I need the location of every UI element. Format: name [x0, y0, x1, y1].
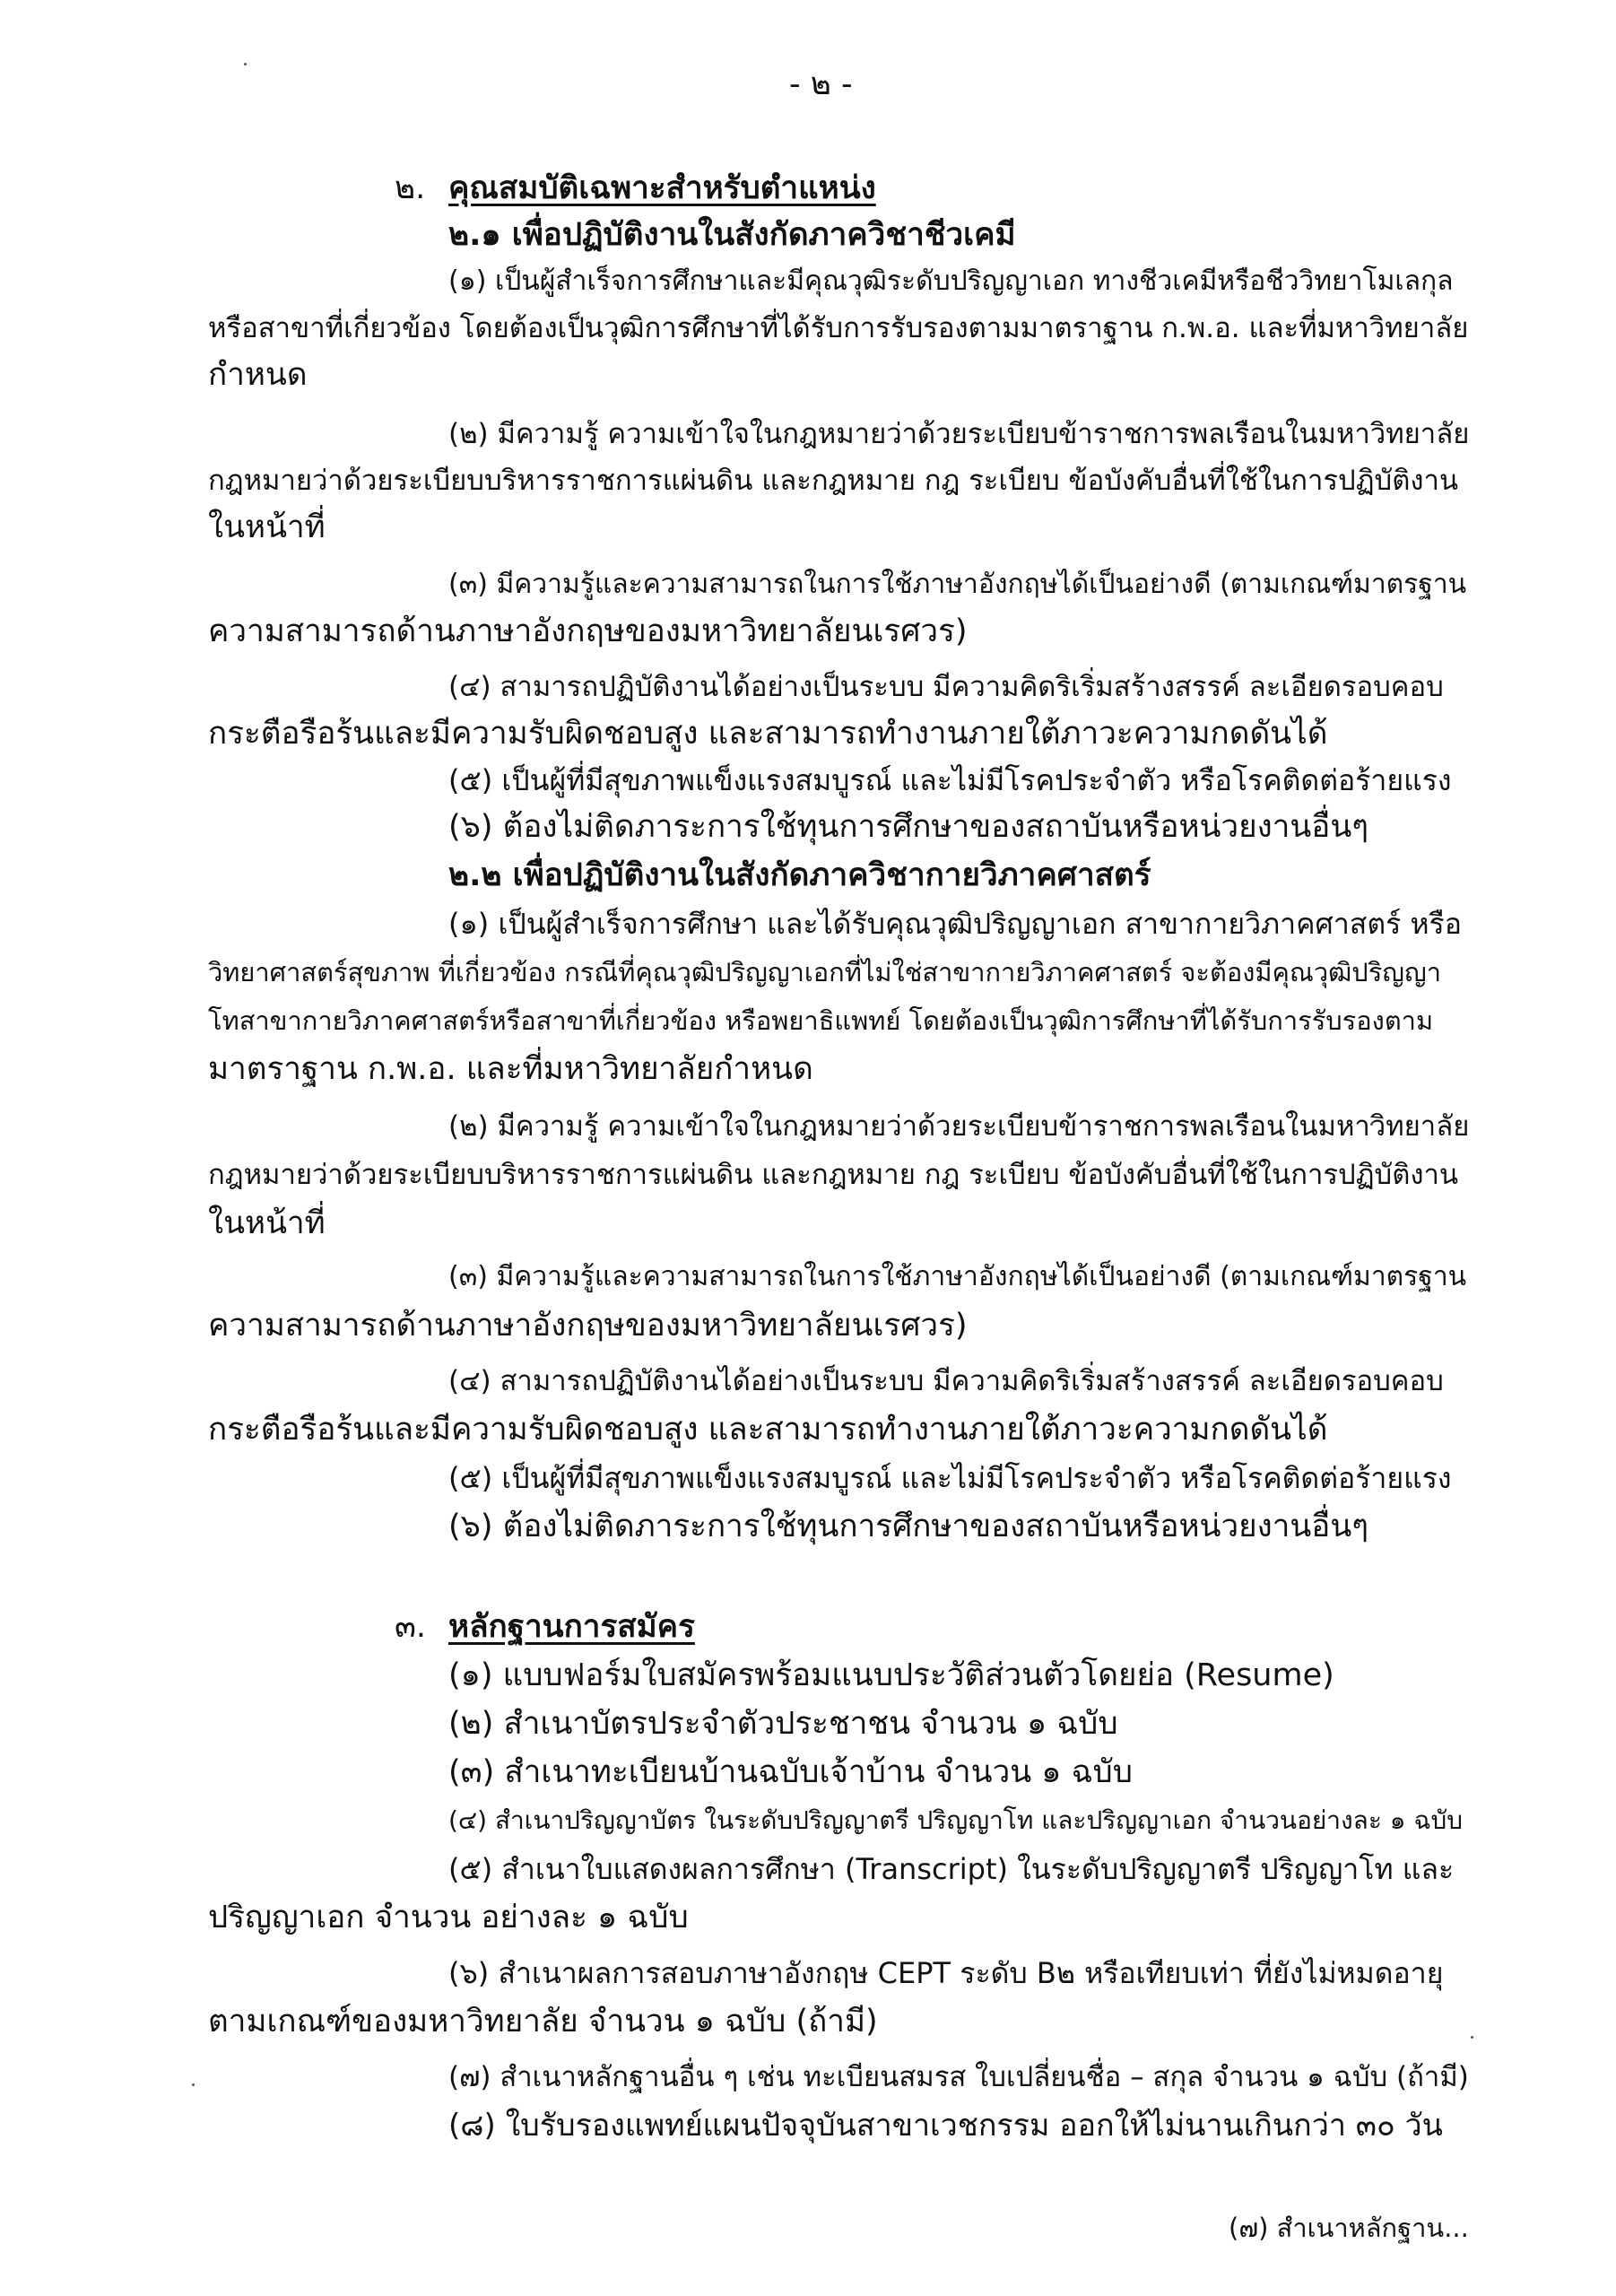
paragraph-line: (๑) เป็นผู้สำเร็จการศึกษา และได้รับคุณวุฒิปริญญาเอก สาขากายวิภาคศาสตร์ หรือ — [448, 907, 1462, 941]
paragraph-line: (๖) ต้องไม่ติดภาระการใช้ทุนการศึกษาของสถาบันหรือหน่วยงานอื่นๆ — [448, 809, 1369, 845]
scan-speck — [1471, 2036, 1473, 2039]
paragraph-line: ความสามารถด้านภาษาอังกฤษของมหาวิทยาลัยนเรศวร) — [208, 613, 968, 649]
list-item: (๑) แบบฟอร์มใบสมัครพร้อมแนบประวัติส่วนตัวโดยย่อ (Resume) — [448, 1657, 1334, 1693]
paragraph-line: (๒) มีความรู้ ความเข้าใจในกฎหมายว่าด้วยระเบียบข้าราชการพลเรือนในมหาวิทยาลัย — [448, 1110, 1470, 1143]
paragraph-line: (๒) มีความรู้ ความเข้าใจในกฎหมายว่าด้วยระเบียบข้าราชการพลเรือนในมหาวิทยาลัย — [448, 418, 1470, 450]
paragraph-line: ในหน้าที่ — [208, 1205, 326, 1241]
paragraph-line: โทสาขากายวิภาคศาสตร์หรือสาขาที่เกี่ยวข้อง หรือพยาธิแพทย์ โดยต้องเป็นวุฒิการศึกษาที่ได้รับการรับรองตาม — [208, 1005, 1434, 1036]
paragraph-line: (๕) เป็นผู้ที่มีสุขภาพแข็งแรงสมบูรณ์ และไม่มีโรคประจำตัว หรือโรคติดต่อร้ายแรง — [448, 1461, 1452, 1495]
page-number: - ๒ - — [789, 66, 853, 102]
paragraph-line: หรือสาขาที่เกี่ยวข้อง โดยต้องเป็นวุฒิการศึกษาที่ได้รับการรับรองตามมาตราฐาน ก.พ.อ. และที่มหาวิทยาลัย — [208, 312, 1469, 344]
paragraph-line: (๑) เป็นผู้สำเร็จการศึกษาและมีคุณวุฒิระดับปริญญาเอก ทางชีวเคมีหรือชีววิทยาโมเลกุล — [448, 265, 1454, 297]
paragraph-line: (๓) มีความรู้และความสามารถในการใช้ภาษาอังกฤษได้เป็นอย่างดี (ตามเกณฑ์มาตรฐาน — [448, 1261, 1467, 1292]
paragraph-line: (๖) ต้องไม่ติดภาระการใช้ทุนการศึกษาของสถาบันหรือหน่วยงานอื่นๆ — [448, 1509, 1369, 1544]
subsection-2-1-title: ๒.๑ เพื่อปฏิบัติงานในสังกัดภาควิชาชีวเคมี — [448, 217, 1016, 253]
list-item: (๕) สำเนาใบแสดงผลการศึกษา (Transcript) ในระดับปริญญาตรี ปริญญาโท และ — [448, 1852, 1455, 1886]
paragraph-line: กระตือรือร้นและมีความรับผิดชอบสูง และสามารถทำงานภายใต้ภาวะความกดดันได้ — [208, 1412, 1328, 1448]
list-item: (๖) สำเนาผลการสอบภาษาอังกฤษ CEPT ระดับ B๒ หรือเทียบเท่า ที่ยังไม่หมดอายุ — [448, 1956, 1444, 1990]
paragraph-line: (๔) สามารถปฏิบัติงานได้อย่างเป็นระบบ มีความคิดริเริ่มสร้างสรรค์ ละเอียดรอบคอบ — [448, 671, 1444, 703]
list-item: ตามเกณฑ์ของมหาวิทยาลัย จำนวน ๑ ฉบับ (ถ้ามี) — [208, 2004, 878, 2039]
paragraph-line: กฎหมายว่าด้วยระเบียบบริหารราชการแผ่นดิน และกฎหมาย กฎ ระเบียบ ข้อบังคับอื่นที่ใช้ในการปฏิบัติงาน — [208, 465, 1459, 497]
list-item: (๗) สำเนาหลักฐานอื่น ๆ เช่น ทะเบียนสมรส ใบเปลี่ยนชื่อ – สกุล จำนวน ๑ ฉบับ (ถ้ามี) — [448, 2061, 1469, 2093]
scan-speck — [192, 2083, 195, 2086]
paragraph-line: (๔) สามารถปฏิบัติงานได้อย่างเป็นระบบ มีความคิดริเริ่มสร้างสรรค์ ละเอียดรอบคอบ — [448, 1365, 1444, 1397]
subsection-2-2-title: ๒.๒ เพื่อปฏิบัติงานในสังกัดภาควิชากายวิภาคศาสตร์ — [448, 857, 1151, 893]
section-2-title: คุณสมบัติเฉพาะสำหรับตำแหน่ง — [448, 170, 876, 206]
paragraph-line: กำหนด — [208, 357, 308, 393]
list-item: (๒) สำเนาบัตรประจำตัวประชาชน จำนวน ๑ ฉบับ — [448, 1706, 1118, 1742]
list-item: (๔) สำเนาปริญญาบัตร ในระดับปริญญาตรี ปริญญาโท และปริญญาเอก จำนวนอย่างละ ๑ ฉบับ — [448, 1805, 1464, 1835]
section-3-title: หลักฐานการสมัคร — [448, 1609, 695, 1645]
paragraph-line: กระตือรือร้นและมีความรับผิดชอบสูง และสามารถทำงานภายใต้ภาวะความกดดันได้ — [208, 716, 1328, 752]
paragraph-line: วิทยาศาสตร์สุขภาพ ที่เกี่ยวข้อง กรณีที่คุณวุฒิปริญญาเอกที่ไม่ใช่สาขากายวิภาคศาสตร์ จะต้องมีคุณวุฒิปริญญา — [208, 957, 1441, 987]
paragraph-line: กฎหมายว่าด้วยระเบียบบริหารราชการแผ่นดิน และกฎหมาย กฎ ระเบียบ ข้อบังคับอื่นที่ใช้ในการปฏิบัติงาน — [208, 1159, 1459, 1191]
paragraph-line: ความสามารถด้านภาษาอังกฤษของมหาวิทยาลัยนเรศวร) — [208, 1308, 968, 1344]
scan-speck — [244, 63, 247, 65]
section-3-number: ๓. — [395, 1609, 427, 1645]
paragraph-line: ในหน้าที่ — [208, 509, 326, 545]
list-item: (๘) ใบรับรองแพทย์แผนปัจจุบันสาขาเวชกรรม ออกให้ไม่นานเกินกว่า ๓๐ วัน — [448, 2108, 1443, 2144]
paragraph-line: (๕) เป็นผู้ที่มีสุขภาพแข็งแรงสมบูรณ์ และไม่มีโรคประจำตัว หรือโรคติดต่อร้ายแรง — [448, 763, 1452, 797]
list-item: (๓) สำเนาทะเบียนบ้านฉบับเจ้าบ้าน จำนวน ๑ ฉบับ — [448, 1754, 1133, 1790]
paragraph-line: (๓) มีความรู้และความสามารถในการใช้ภาษาอังกฤษได้เป็นอย่างดี (ตามเกณฑ์มาตรฐาน — [448, 569, 1467, 600]
paragraph-line: มาตราฐาน ก.พ.อ. และที่มหาวิทยาลัยกำหนด — [208, 1051, 813, 1087]
list-item: ปริญญาเอก จำนวน อย่างละ ๑ ฉบับ — [208, 1900, 689, 1935]
section-2-number: ๒. — [395, 170, 426, 206]
continuation-note: (๗) สำเนาหลักฐาน... — [1229, 2213, 1469, 2243]
